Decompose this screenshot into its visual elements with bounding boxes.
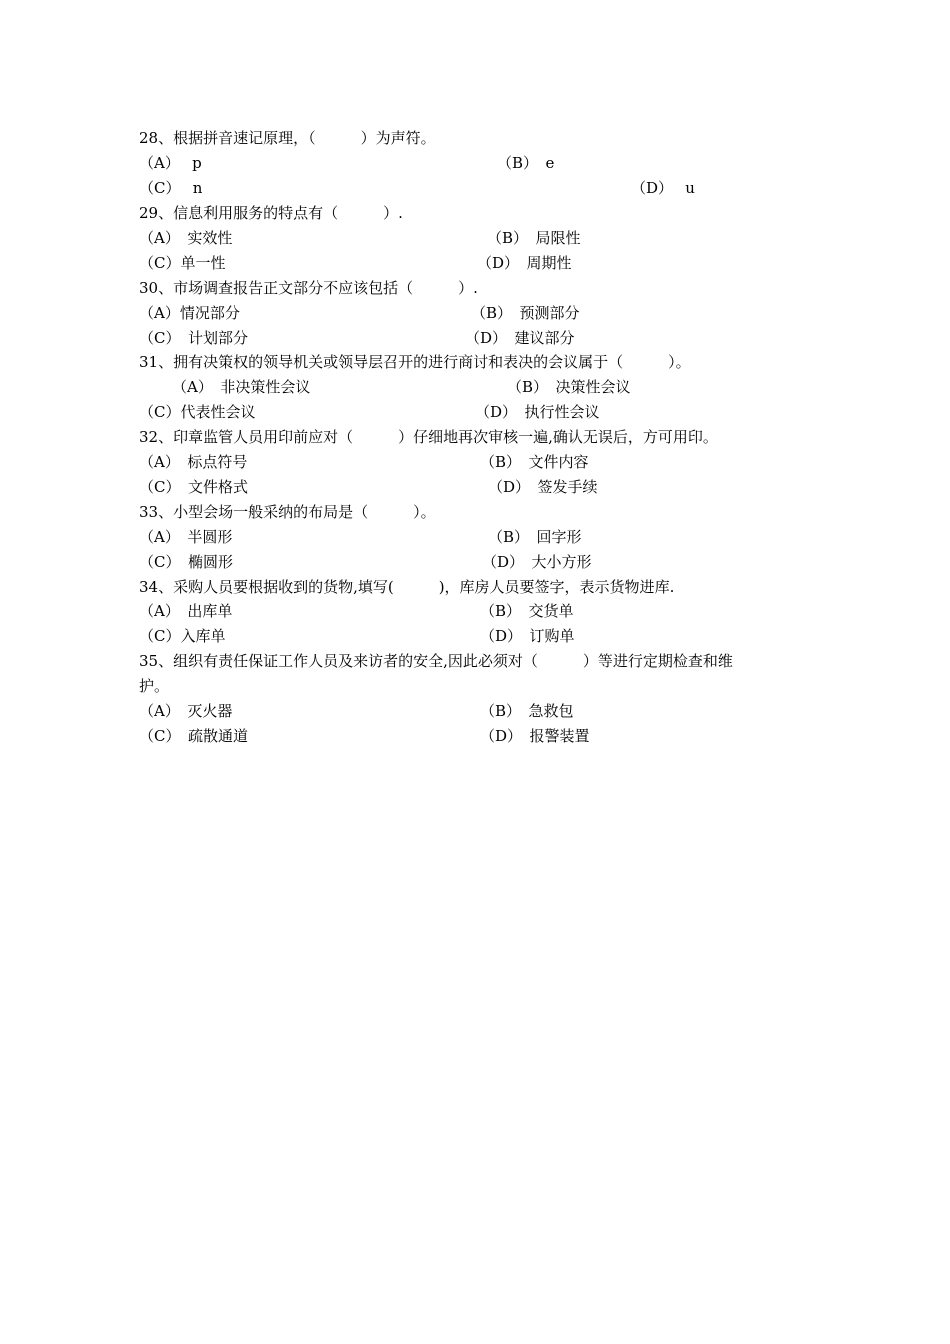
question-32-stem: 32、印章监管人员用印前应对（ ）仔细地再次审核一遍,确认无误后，方可用印。 — [139, 428, 718, 446]
question-30-stem: 30、市场调查报告正文部分不应该包括（ ）. — [139, 279, 478, 297]
question-31-option-b: （B） 决策性会议 — [507, 378, 631, 396]
question-30-option-d: （D） 建议部分 — [465, 329, 575, 347]
question-33-stem: 33、小型会场一般采纳的布局是（ ）。 — [139, 503, 436, 521]
question-28-option-b: （B） e — [497, 154, 555, 172]
question-34-option-d: （D） 订购单 — [480, 627, 575, 645]
question-34-stem: 34、采购人员要根据收到的货物,填写( )，库房人员要签字，表示货物进库. — [139, 578, 675, 596]
question-28-option-c: （C） n — [139, 179, 203, 197]
question-31-option-a: （A） 非决策性会议 — [172, 378, 311, 396]
question-30-option-c: （C） 计划部分 — [139, 329, 248, 347]
question-29-stem: 29、信息利用服务的特点有（ ）. — [139, 204, 403, 222]
question-29-option-c: （C）单一性 — [139, 254, 226, 272]
question-35-option-b: （B） 急救包 — [480, 702, 574, 720]
question-35-option-c: （C） 疏散通道 — [139, 727, 248, 745]
question-29-option-a: （A） 实效性 — [139, 229, 233, 247]
question-30-option-a: （A）情况部分 — [139, 304, 240, 322]
question-32-option-c: （C） 文件格式 — [139, 478, 248, 496]
question-29-option-d: （D） 周期性 — [477, 254, 572, 272]
question-35-stem: 35、组织有责任保证工作人员及来访者的安全,因此必须对（ ）等进行定期检查和维 — [139, 652, 733, 670]
question-32-option-a: （A） 标点符号 — [139, 453, 248, 471]
question-28-stem: 28、根据拼音速记原理，（ ）为声符。 — [139, 129, 436, 147]
question-30-option-b: （B） 预测部分 — [471, 304, 580, 322]
question-28-option-a: （A） p — [139, 154, 202, 172]
question-31-option-c: （C）代表性会议 — [139, 403, 256, 421]
question-35-option-a: （A） 灭火器 — [139, 702, 233, 720]
question-35-stem-continuation: 护。 — [139, 677, 170, 695]
question-34-option-c: （C）入库单 — [139, 627, 226, 645]
question-35-option-d: （D） 报警装置 — [480, 727, 590, 745]
question-32-option-d: （D） 签发手续 — [488, 478, 598, 496]
question-34-option-a: （A） 出库单 — [139, 602, 233, 620]
question-33-option-d: （D） 大小方形 — [482, 553, 592, 571]
question-33-option-c: （C） 椭圆形 — [139, 553, 233, 571]
question-32-option-b: （B） 文件内容 — [480, 453, 589, 471]
question-34-option-b: （B） 交货单 — [480, 602, 574, 620]
question-31-stem: 31、拥有决策权的领导机关或领导层召开的进行商讨和表决的会议属于（ ）。 — [139, 353, 691, 371]
question-33-option-a: （A） 半圆形 — [139, 528, 233, 546]
question-33-option-b: （B） 回字形 — [488, 528, 582, 546]
question-29-option-b: （B） 局限性 — [487, 229, 581, 247]
question-28-option-d: （D） u — [631, 179, 695, 197]
question-31-option-d: （D） 执行性会议 — [475, 403, 600, 421]
